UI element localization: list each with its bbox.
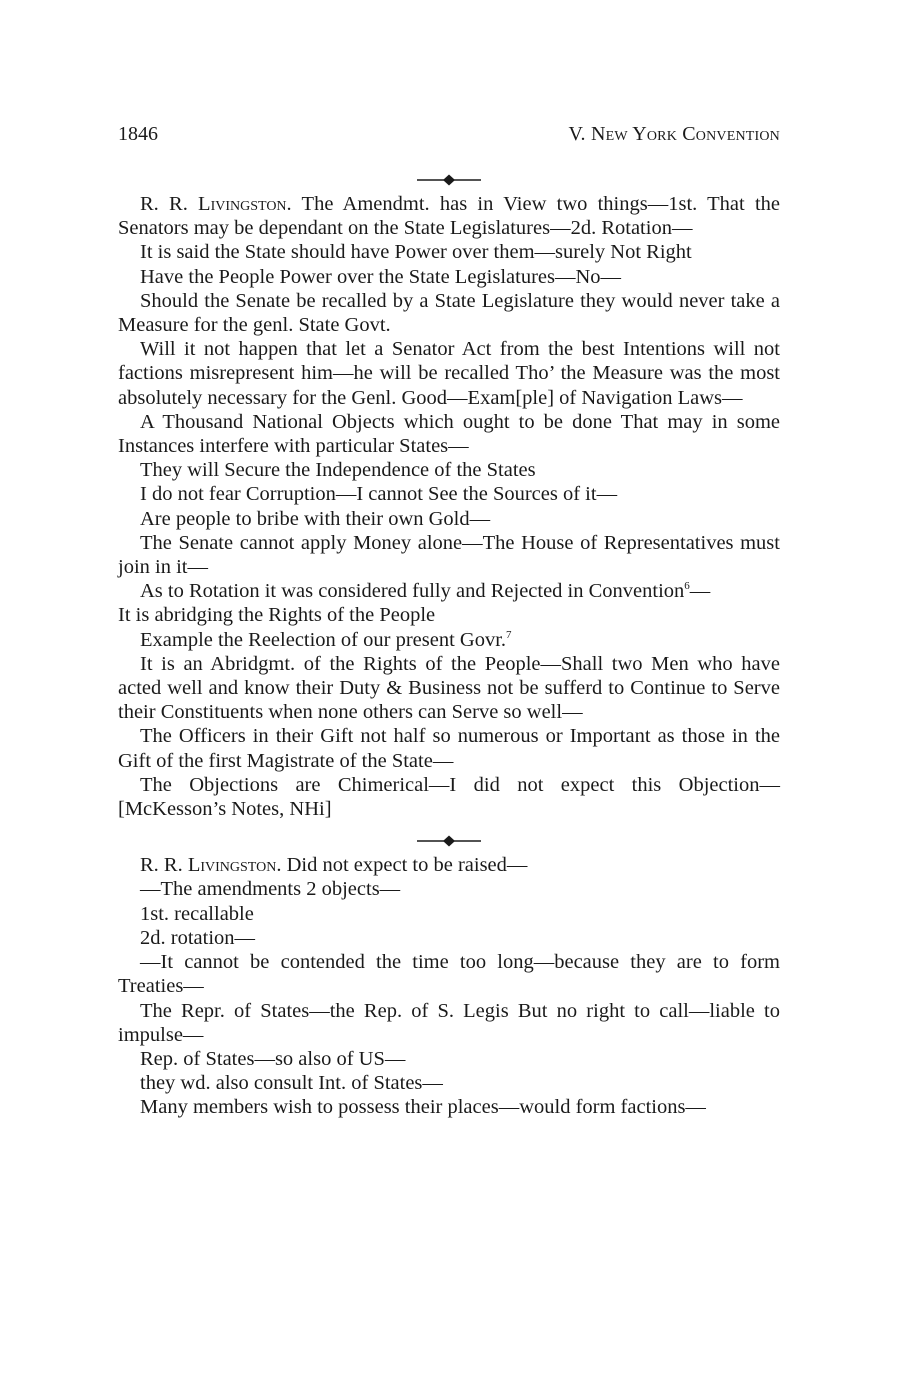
paragraph: They will Secure the Independence of the States xyxy=(140,459,536,482)
footnote-marker: 6 xyxy=(684,580,690,593)
paragraph: Are people to bribe with their own Gold— xyxy=(140,507,491,530)
document-page xyxy=(118,120,780,1120)
running-title: V. New York Convention xyxy=(568,123,780,145)
diamond-ornament-icon xyxy=(417,173,481,187)
paragraph-text: — xyxy=(689,580,711,603)
paragraph: The Repr. of States—the Rep. of S. Legis But no right to call—liable to impulse— xyxy=(118,999,780,1046)
paragraph: I do not fear Corruption—I cannot See the Sources of it— xyxy=(140,483,618,506)
paragraph: It is abridging the Rights of the People xyxy=(118,604,436,627)
section-ornament-2 xyxy=(118,829,780,853)
paragraph: Rep. of States—so also of US— xyxy=(140,1047,406,1070)
paragraph: —It cannot be contended the time too long—because they are to form Treaties— xyxy=(118,951,780,998)
paragraph xyxy=(118,628,780,652)
paragraph: Many members wish to possess their places—would form factions— xyxy=(140,1096,706,1119)
paragraph: A Thousand National Objects which ought to be done That may in some Instances interfere with particular States— xyxy=(118,410,780,458)
paragraph: 2d. rotation— xyxy=(140,926,256,949)
speaker-name: R. R. Livingston. xyxy=(140,193,292,215)
paragraph: It is said the State should have Power over them—surely Not Right xyxy=(140,241,692,264)
paragraph-text: Example the Reelection of our present Govr. xyxy=(140,628,507,651)
second-notes-section xyxy=(118,853,780,1119)
running-head xyxy=(118,120,780,148)
paragraph: Will it not happen that let a Senator Act from the best Intentions will not factions misrepresent him—he will be recalled Tho’ the Measure was the most absolutely necessary for the Genl. Good—Exam[ple] of Navigation Laws— xyxy=(118,338,780,409)
paragraph xyxy=(118,853,780,877)
page-number: 1846 xyxy=(118,123,158,145)
paragraph-text: Did not expect to be raised— xyxy=(286,854,528,877)
paragraph: they wd. also consult Int. of States— xyxy=(140,1072,443,1095)
paragraph: It is an Abridgmt. of the Rights of the People—Shall two Men who have acted well and know their Duty & Business not be sufferd to Continue to Serve their Constituents when none others can Serve so well— xyxy=(118,652,780,724)
paragraph: Should the Senate be recalled by a State Legislature they would never take a Measure for the genl. State Govt. xyxy=(118,289,780,337)
paragraph-text: As to Rotation it was considered fully and Rejected in Convention xyxy=(140,580,685,603)
paragraph xyxy=(118,192,780,240)
paragraph: —The amendments 2 objects— xyxy=(140,878,401,901)
mckesson-notes-section xyxy=(118,192,780,821)
paragraph: The Senate cannot apply Money alone—The House of Representatives must join in it— xyxy=(118,531,780,579)
paragraph: 1st. recallable xyxy=(140,902,254,925)
section-ornament-1 xyxy=(118,168,780,192)
paragraph-text: The Amendmt. has in View two things—1st. That the Senators may be dependant on the State Legislatures—2d. Rotation— xyxy=(118,193,780,240)
footnote-marker: 7 xyxy=(506,628,512,641)
paragraph: Have the People Power over the State Legislatures—No— xyxy=(140,265,622,288)
diamond-ornament-icon xyxy=(417,834,481,848)
paragraph: The Officers in their Gift not half so numerous or Important as those in the Gift of the first Magistrate of the State— xyxy=(118,725,780,772)
speaker-name: R. R. Livingston. xyxy=(140,854,282,877)
paragraph xyxy=(118,579,780,603)
paragraph: The Objections are Chimerical—I did not expect this Objection— [McKesson’s Notes, NHi] xyxy=(118,773,780,821)
